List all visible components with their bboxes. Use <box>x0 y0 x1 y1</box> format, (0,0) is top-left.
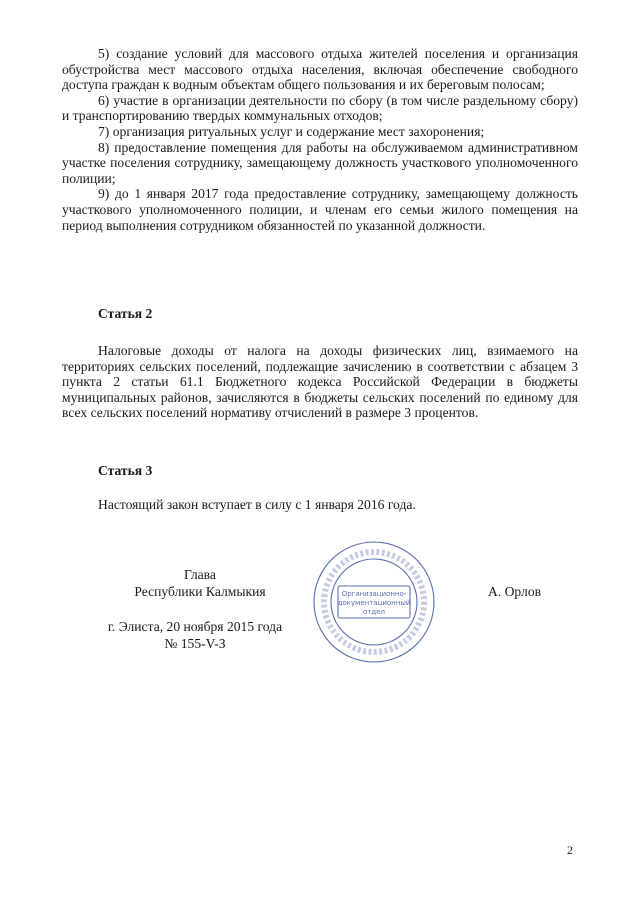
law-number: № 155-V-З <box>164 636 226 651</box>
article-2-text: Налоговые доходы от налога на доходы физических лиц, взимаемого на территориях сельских поселений, подлежащие зачислению в соответствии с абзацем 3 пункта 2 статьи 61.1 Бюджетного кодекса Российской Федерации в бюджеты муниципальных районов, зачисляются в бюджеты сельских поселений по единому для всех сельских поселений нормативу отчислений в размере 3 процентов. <box>62 343 578 421</box>
page-number: 2 <box>567 843 573 857</box>
signatory-title <box>100 566 300 600</box>
article-2-body <box>62 343 578 421</box>
signatory-name: А. Орлов <box>488 584 542 599</box>
list-item-8: 8) предоставление помещения для работы на обслуживаемом административном участке поселения сотруднику, замещающему должность участкового уполномоченного полиции; <box>62 139 578 186</box>
stamp-inner-line2: документационный <box>337 599 411 607</box>
list-section <box>62 46 578 233</box>
list-item-7: 7) организация ритуальных услуг и содержание мест захоронения; <box>98 123 485 139</box>
list-item-9: 9) до 1 января 2017 года предоставление сотруднику, замещающему должность участкового уполномоченного полиции, и членам его семьи жилого помещения на период выполнения сотрудником обязанностей по указанной должности. <box>62 186 578 233</box>
article-3-heading: Статья 3 <box>98 463 153 478</box>
stamp-inner-line1: Организационно- <box>341 590 407 598</box>
signing-info <box>80 618 310 652</box>
signatory-title-line2: Республики Калмыкия <box>134 584 266 599</box>
list-item-6: 6) участие в организации деятельности по сбору (в том числе раздельному сбору) и транспортированию твердых коммунальных отходов; <box>62 92 578 124</box>
stamp-inner-line3: отдел <box>363 608 385 616</box>
signatory-title-line1: Глава <box>184 567 216 582</box>
article-3-text: Настоящий закон вступает в силу с 1 января 2016 года. <box>98 497 416 512</box>
official-stamp <box>312 540 436 664</box>
list-item-5: 5) создание условий для массового отдыха жителей поселения и организация обустройства мест массового отдыха населения, включая обеспечение свободного доступа граждан к водным объектам общего пользования и их береговым полосам; <box>62 46 578 93</box>
article-2-heading: Статья 2 <box>98 306 153 321</box>
article-3-body <box>62 497 578 513</box>
signing-place-date: г. Элиста, 20 ноября 2015 года <box>107 619 283 634</box>
